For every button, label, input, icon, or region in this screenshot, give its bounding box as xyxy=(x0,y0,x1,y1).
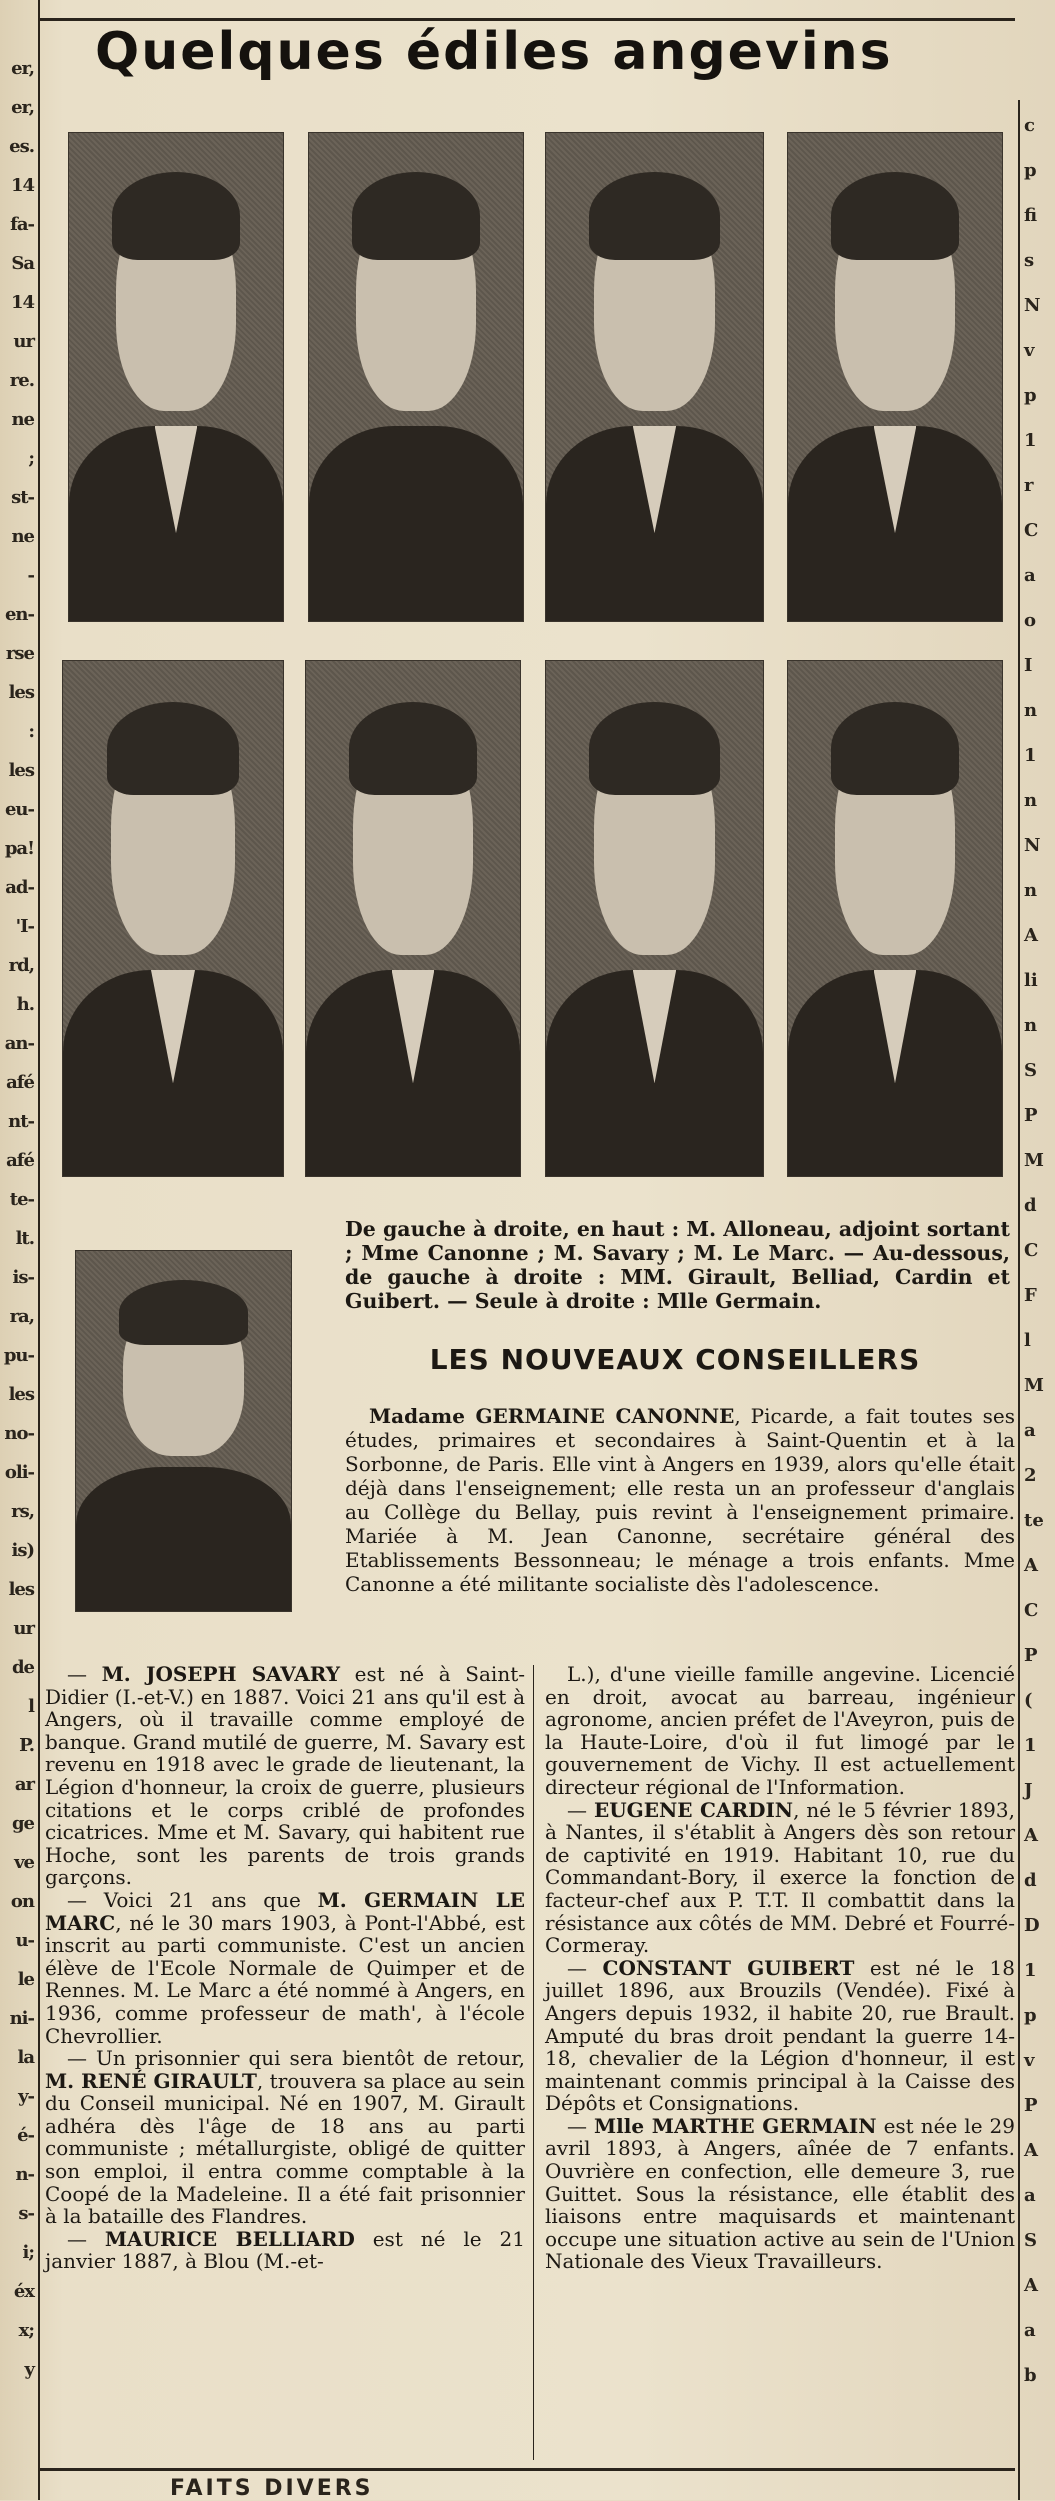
cropped-fragment: s xyxy=(1024,250,1035,271)
cropped-fragment: P xyxy=(1024,1645,1038,1666)
cropped-fragment: P. xyxy=(19,1735,34,1756)
cropped-fragment: n xyxy=(1024,700,1038,721)
cropped-fragment: M xyxy=(1024,1150,1044,1171)
bottom-rule xyxy=(40,2468,1015,2471)
article-paragraph xyxy=(545,1663,1015,1799)
article-paragraph xyxy=(45,2047,525,2228)
cropped-fragment: v xyxy=(1024,340,1035,361)
cropped-fragment: n xyxy=(1024,880,1038,901)
cropped-fragment: te xyxy=(1024,1510,1044,1531)
cropped-fragment: I xyxy=(1024,655,1033,676)
cropped-fragment: N xyxy=(1024,835,1041,856)
cropped-fragment: le xyxy=(17,1969,34,1990)
cropped-fragment: A xyxy=(1024,925,1038,946)
cropped-fragment: i; xyxy=(22,2242,34,2263)
cropped-fragment: l xyxy=(1024,1330,1031,1351)
cropped-fragment: st- xyxy=(11,487,34,508)
cropped-fragment: pu- xyxy=(3,1345,34,1366)
cropped-fragment: lt. xyxy=(15,1228,34,1249)
cropped-fragment: rs, xyxy=(11,1501,34,1522)
cropped-fragment: P xyxy=(1024,1105,1038,1126)
cropped-fragment: la xyxy=(17,2047,34,2068)
article-paragraph xyxy=(45,2228,525,2273)
paragraph-text: est née le 29 avril 1893, à Angers, aînée de 7 enfants. Ouvrière en confection, elle demeure 3, rue Guittet. Sous la résistance, elle établit des liaisons entre maquisards et maintenant occupe une situation active au sein de l'Union Nationale des Vieux Travailleurs. xyxy=(545,2113,1016,2274)
cropped-fragment: les xyxy=(8,1579,34,1600)
cropped-fragment: a xyxy=(1024,2185,1036,2206)
paragraph-text: — Voici 21 ans que xyxy=(67,1887,318,1912)
cropped-fragment: les xyxy=(8,682,34,703)
paragraph-text: — Un prisonnier qui sera bientôt de retour, xyxy=(67,2046,525,2071)
photo-guibert xyxy=(787,660,1003,1177)
cropped-fragment: ad- xyxy=(5,877,34,898)
photo-cardin xyxy=(545,660,764,1177)
cropped-fragment: afé xyxy=(6,1072,34,1093)
cropped-fragment: te- xyxy=(9,1189,34,1210)
cropped-fragment: S xyxy=(1024,2230,1037,2251)
photo-girault xyxy=(62,660,284,1177)
cropped-fragment: 1 xyxy=(1024,1735,1037,1756)
photo-alloneau xyxy=(68,132,284,622)
photo-belliard xyxy=(305,660,521,1177)
cropped-fragment: ra, xyxy=(9,1306,34,1327)
article-paragraph xyxy=(545,1799,1015,1957)
cropped-fragment: A xyxy=(1024,1555,1038,1576)
cropped-fragment: a xyxy=(1024,2320,1036,2341)
cropped-fragment: is) xyxy=(11,1540,34,1561)
cropped-fragment: n xyxy=(1024,1015,1038,1036)
cropped-fragment: éx xyxy=(13,2281,34,2302)
cropped-fragment: C xyxy=(1024,520,1039,541)
article-paragraph xyxy=(545,1957,1015,2115)
right-cropped-column xyxy=(1018,100,1055,2500)
cropped-fragment: no- xyxy=(4,1423,34,1444)
cropped-fragment: ; xyxy=(28,448,34,469)
cropped-fragment: afé xyxy=(6,1150,34,1171)
paragraph-text: — xyxy=(67,1662,102,1686)
cropped-fragment: fi xyxy=(1024,205,1038,226)
cropped-fragment: l xyxy=(28,1696,34,1717)
paragraph-text: , né le 30 mars 1903, à Pont-l'Abbé, est inscrit au parti communiste. C'est un ancien élève de l'Ecole Normale de Quimper et de Rennes. M. Le Marc a été nommé à Angers, en 1936, comme professeur de math', à l'école Chevrollier. xyxy=(45,1910,525,2048)
intro-name: Madame GERMAINE CANONNE xyxy=(369,1404,735,1428)
cropped-fragment: nt- xyxy=(8,1111,34,1132)
cropped-fragment: de xyxy=(11,1657,34,1678)
cropped-fragment: ur xyxy=(13,1618,34,1639)
paragraph-text: est né le 18 juillet 1896, aux Brouzils (Vendée). Fixé à Angers depuis 1932, il habite 20, rue Brault. Amputé du bras droit pendant la guerre 14-18, chevalier de la Légion d'honneur, il est maintenant commis principal à la Caisse des Dépôts et Consignations. xyxy=(545,1955,1015,2116)
paragraph-text: , trouvera sa place au sein du Conseil municipal. Né en 1907, M. Girault adhéra dès l'âge de 18 ans au parti communiste ; métallurgiste, obligé de quitter son emploi, il entra comme comptable à la Coopé de la Madeleine. Il a été fait prisonnier à la bataille des Flandres. xyxy=(45,2068,525,2229)
cropped-fragment: 14 xyxy=(10,175,34,196)
footer-fragment: FAITS DIVERS xyxy=(170,2476,374,2501)
left-cropped-column xyxy=(0,0,40,2500)
top-rule xyxy=(40,18,1015,21)
article-paragraph xyxy=(45,1889,525,2047)
cropped-fragment: ur xyxy=(13,331,34,352)
cropped-fragment: d xyxy=(1024,1195,1037,1216)
column-divider xyxy=(533,1665,534,2460)
cropped-fragment: d xyxy=(1024,1870,1037,1891)
paragraph-text: — xyxy=(567,1955,603,1980)
cropped-fragment: ni- xyxy=(9,2008,34,2029)
cropped-fragment: s- xyxy=(18,2203,34,2224)
cropped-fragment: ( xyxy=(1024,1690,1033,1711)
cropped-fragment: N xyxy=(1024,295,1041,316)
cropped-fragment: A xyxy=(1024,1825,1038,1846)
cropped-fragment: C xyxy=(1024,1240,1039,1261)
cropped-fragment: ar xyxy=(14,1774,34,1795)
photo-canonne xyxy=(308,132,524,622)
cropped-fragment: y- xyxy=(18,2086,34,2107)
cropped-fragment: b xyxy=(1024,2365,1037,2386)
cropped-fragment: p xyxy=(1024,2005,1037,2026)
cropped-fragment: 1 xyxy=(1024,430,1037,451)
photo-savary xyxy=(545,132,764,622)
photo-germain xyxy=(75,1250,292,1612)
cropped-fragment: - xyxy=(27,565,34,586)
person-name: EUGENE CARDIN xyxy=(593,1797,794,1822)
intro-paragraph xyxy=(345,1404,1015,1596)
cropped-fragment: A xyxy=(1024,2275,1038,2296)
paragraph-text: — xyxy=(567,1797,594,1822)
cropped-fragment: rd, xyxy=(8,955,34,976)
photo-caption: De gauche à droite, en haut : M. Alloneau, adjoint sortant ; Mme Canonne ; M. Savary ; M. Le Marc. — Au-dessous, de gauche à droite : MM. Girault, Belliad, Cardin et Guibert. — Seule à droite : Mlle Germain. xyxy=(345,1217,1011,1313)
cropped-fragment: les xyxy=(8,760,34,781)
article-paragraph xyxy=(45,1663,525,1889)
cropped-fragment: es. xyxy=(9,136,34,157)
paragraph-text: , né le 5 février 1893, à Nantes, il s'établit à Angers dès son retour de captivité en 1919. Habitant 10, rue du Commandant-Bory, il exerce la fonction de facteur-chef aux P. T.T. Il combattit dans la résistance aux côtés de MM. Debré et Fourré-Cormeray. xyxy=(545,1797,1015,1958)
cropped-fragment: c xyxy=(1024,115,1035,136)
paragraph-text: — xyxy=(567,2113,595,2138)
cropped-fragment: u- xyxy=(15,1930,34,1951)
cropped-fragment: oli- xyxy=(4,1462,34,1483)
cropped-fragment: ne xyxy=(11,526,34,547)
cropped-fragment: en- xyxy=(4,604,34,625)
cropped-fragment: A xyxy=(1024,2140,1038,2161)
cropped-fragment: o xyxy=(1024,610,1037,631)
article-column-left xyxy=(45,1663,525,2273)
article-column-right xyxy=(545,1663,1015,2273)
cropped-fragment: é- xyxy=(17,2125,34,2146)
cropped-fragment: 1 xyxy=(1024,745,1037,766)
cropped-fragment: x; xyxy=(18,2320,34,2341)
headline: Quelques édiles angevins xyxy=(95,22,893,82)
person-name: Mlle MARTHE GERMAIN xyxy=(594,2113,877,2138)
cropped-fragment: : xyxy=(28,721,34,742)
paragraph-text: — xyxy=(67,2226,105,2251)
cropped-fragment: P xyxy=(1024,2095,1038,2116)
cropped-fragment: M xyxy=(1024,1375,1044,1396)
cropped-fragment: er, xyxy=(11,97,34,118)
cropped-fragment: re. xyxy=(9,370,34,391)
photo-le-marc xyxy=(787,132,1003,622)
intro-text: , Picarde, a fait toutes ses études, primaires et secondaires à Saint-Quentin et à la Sorbonne, de Paris. Elle vint à Angers en 1939, alors qu'elle était déjà dans l'enseignement; elle resta un an professeur d'anglais au Collège du Bellay, puis revint à l'enseignement primaire. Mariée à M. Jean Canonne, secrétaire général des Etablissements Bessonneau; le ménage a trois enfants. Mme Canonne a été militante socialiste dès l'adolescence. xyxy=(345,1404,1016,1596)
cropped-fragment: eu- xyxy=(4,799,34,820)
cropped-fragment: r xyxy=(1024,475,1034,496)
paragraph-text: est né à Saint-Didier (I.-et-V.) en 1887. Voici 21 ans qu'il est à Angers, où il travaille comme employé de banque. Grand mutilé de guerre, M. Savary est revenu en 1918 avec le grade de lieutenant, la Légion d'honneur, la croix de guerre, plusieurs citations et le corps criblé de profondes cicatrices. Mme et M. Savary, qui habitent rue Hoche, sont les parents de trois grands garçons. xyxy=(45,1662,526,1890)
cropped-fragment: h. xyxy=(16,994,34,1015)
cropped-fragment: les xyxy=(8,1384,34,1405)
cropped-fragment: y xyxy=(24,2359,34,2380)
section-subhead: LES NOUVEAUX CONSEILLERS xyxy=(429,1343,921,1376)
cropped-fragment: 'I- xyxy=(15,916,34,937)
cropped-fragment: ge xyxy=(11,1813,34,1834)
cropped-fragment: ne xyxy=(11,409,34,430)
cropped-fragment: p xyxy=(1024,160,1037,181)
cropped-fragment: an- xyxy=(4,1033,34,1054)
cropped-fragment: J xyxy=(1024,1780,1033,1801)
person-name: M. JOSEPH SAVARY xyxy=(101,1662,340,1686)
person-name: M. RENÉ GIRAULT xyxy=(45,2068,257,2093)
person-name: MAURICE BELLIARD xyxy=(104,2226,355,2251)
cropped-fragment: F xyxy=(1024,1285,1037,1306)
cropped-fragment: rse xyxy=(5,643,34,664)
cropped-fragment: fa- xyxy=(10,214,34,235)
cropped-fragment: p xyxy=(1024,385,1037,406)
cropped-fragment: n- xyxy=(15,2164,34,2185)
cropped-fragment: 1 xyxy=(1024,1960,1037,1981)
cropped-fragment: ve xyxy=(14,1852,34,1873)
cropped-fragment: a xyxy=(1024,565,1036,586)
article-paragraph xyxy=(545,2115,1015,2273)
cropped-fragment: 2 xyxy=(1024,1465,1037,1486)
cropped-fragment: 14 xyxy=(10,292,34,313)
cropped-fragment: er, xyxy=(11,58,34,79)
cropped-fragment: C xyxy=(1024,1600,1039,1621)
person-name: CONSTANT GUIBERT xyxy=(602,1955,855,1980)
cropped-fragment: is- xyxy=(12,1267,34,1288)
cropped-fragment: S xyxy=(1024,1060,1037,1081)
cropped-fragment: Sa xyxy=(11,253,34,274)
cropped-fragment: on xyxy=(10,1891,34,1912)
cropped-fragment: li xyxy=(1024,970,1038,991)
cropped-fragment: D xyxy=(1024,1915,1040,1936)
cropped-fragment: pa! xyxy=(4,838,34,859)
paragraph-text: est né le 21 janvier 1887, à Blou (M.-et- xyxy=(45,2226,526,2274)
cropped-fragment: v xyxy=(1024,2050,1035,2071)
paragraph-text: L.), d'une vieille famille angevine. Licencié en droit, avocat au barreau, ingénieur agronome, ancien préfet de l'Aveyron, puis de la Haute-Loire, d'où il fut limogé par le gouvernement de Vichy. Il est actuellement directeur régional de l'Information. xyxy=(545,1662,1015,1799)
person-name: M. GERMAIN LE MARC xyxy=(45,1887,525,1935)
cropped-fragment: a xyxy=(1024,1420,1036,1441)
cropped-fragment: n xyxy=(1024,790,1038,811)
